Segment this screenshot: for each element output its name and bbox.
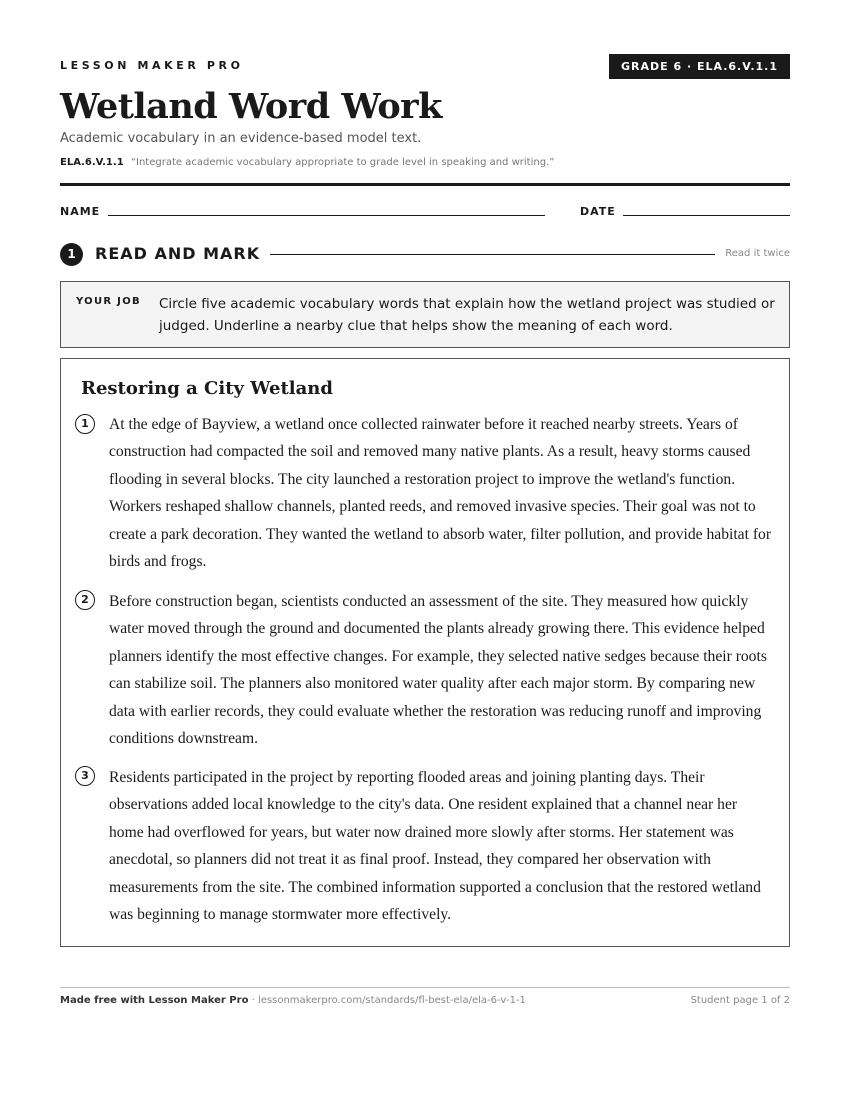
- section-note: Read it twice: [725, 248, 790, 259]
- page-subtitle: Academic vocabulary in an evidence-based model text.: [60, 131, 422, 146]
- standard-line: [60, 157, 554, 168]
- paragraph-number: 2: [75, 590, 95, 610]
- date-label: DATE: [580, 205, 616, 218]
- footer-made-with: Made free with Lesson Maker Pro: [60, 995, 249, 1006]
- section-title: READ AND MARK: [95, 244, 261, 263]
- footer-credit: [60, 995, 526, 1006]
- footer-page-number: Student page 1 of 2: [690, 995, 790, 1006]
- header-divider: [60, 183, 790, 186]
- name-label: NAME: [60, 205, 101, 218]
- paragraph-number: 3: [75, 766, 95, 786]
- footer-url[interactable]: · lessonmakerpro.com/standards/fl-best-ela/ela-6-v-1-1: [248, 995, 526, 1006]
- worksheet-page: [60, 0, 790, 1100]
- passage-box: [60, 358, 790, 947]
- date-field[interactable]: [623, 215, 790, 216]
- grade-badge: GRADE 6 · ELA.6.V.1.1: [609, 54, 790, 79]
- passage-title: Restoring a City Wetland: [81, 378, 333, 399]
- section-divider: [270, 254, 715, 255]
- paragraph: Before construction began, scientists conducted an assessment of the site. They measured how quickly water moved through the ground and documented the plants already growing there. This evidence helped planners identify the most effective changes. For example, they selected native sedges because their roots can stabilize soil. The planners also monitored water quality after each major storm. By comparing new data with earlier records, they could evaluate whether the restoration was reducing runoff and improving conditions downstream.: [109, 593, 767, 748]
- paragraph: Residents participated in the project by reporting flooded areas and joining planting days. Their observations added local knowledge to the city's data. One resident explained that a channel near her home had overflowed for years, but water now drained more slowly after storms. Her statement was anecdotal, so planners did not treat it as final proof. Instead, they compared her observation with measurements from the site. The combined information supported a conclusion that the restored wetland was beginning to manage stormwater more effectively.: [109, 769, 761, 924]
- standard-text: “Integrate academic vocabulary appropriate to grade level in speaking and writing.”: [130, 157, 555, 168]
- standard-code: ELA.6.V.1.1: [60, 157, 124, 168]
- paragraph-number: 1: [75, 414, 95, 434]
- job-text: Circle five academic vocabulary words that explain how the wetland project was studied or judged. Underline a nearby clue that helps show the meaning of each word.: [159, 296, 775, 334]
- paragraph: At the edge of Bayview, a wetland once collected rainwater before it reached nearby streets. Years of construction had compacted the soil and removed many native plants. As a result, heavy storms caused flooding in several blocks. The city launched a restoration project to improve the wetland's function. Workers reshaped shallow channels, planted reeds, and removed invasive species. Their goal was not to create a park decoration. They wanted the wetland to absorb water, filter pollution, and provide habitat for birds and frogs.: [109, 416, 772, 571]
- footer-divider: [60, 987, 790, 988]
- page-title: Wetland Word Work: [60, 86, 442, 127]
- name-field[interactable]: [108, 215, 545, 216]
- job-label: YOUR JOB: [76, 296, 141, 307]
- section-number-badge: 1: [60, 243, 83, 266]
- job-instructions-box: [60, 281, 790, 348]
- brand-name: LESSON MAKER PRO: [60, 59, 244, 72]
